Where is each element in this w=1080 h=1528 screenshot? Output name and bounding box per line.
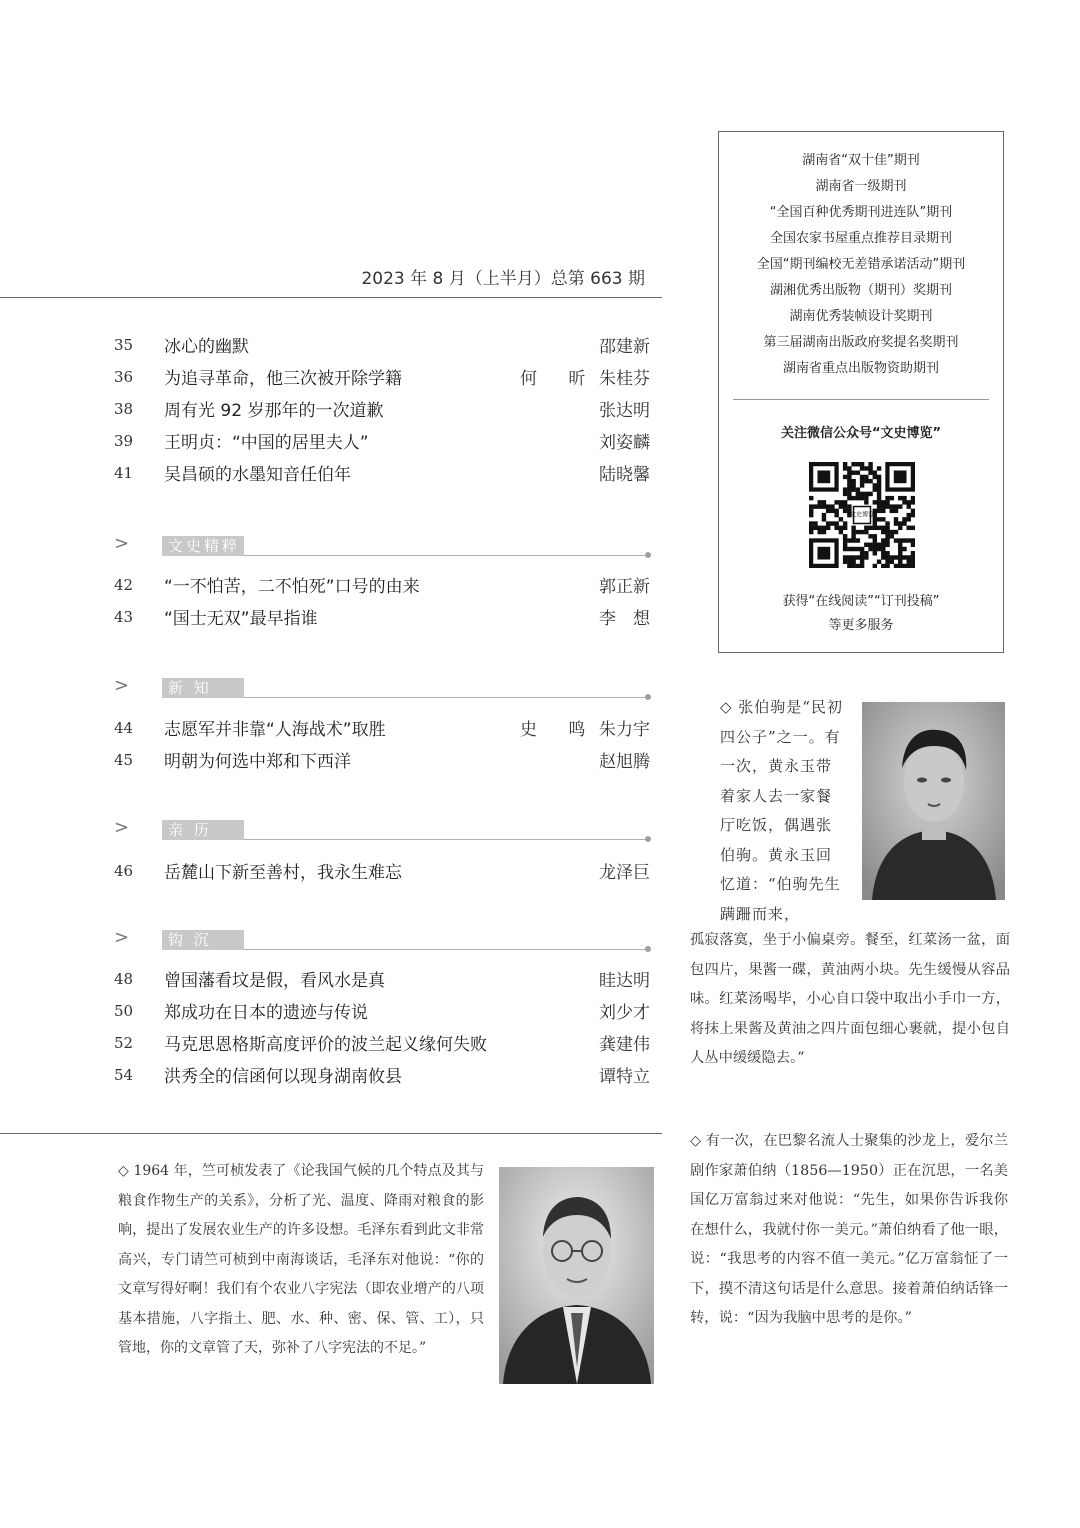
toc-title: 吴昌硕的水墨知音任伯年 [164, 465, 351, 485]
toc-entry[interactable] [0, 966, 660, 996]
toc-title: “国士无双”最早指谁 [164, 609, 318, 629]
qr-code-icon[interactable] [809, 462, 915, 568]
toc-author: 朱力宇 [599, 720, 650, 740]
toc-page-number: 52 [114, 1034, 134, 1052]
toc-page-number: 39 [114, 432, 134, 450]
toc-page-number: 38 [114, 400, 134, 418]
section-header [0, 677, 662, 701]
toc-page-number: 44 [114, 719, 134, 737]
issue-info: 2023 年 8 月（上半月）总第 663 期 [361, 269, 645, 289]
services-text [719, 590, 1003, 638]
footer-rule [0, 1133, 662, 1134]
anecdote-zhang-boju-cont: 孤寂落寞，坐于小偏桌旁。餐至，红菜汤一盆，面包四片，果酱一碟，黄油两小块。先生缓慢从容品味。红菜汤喝毕，小心自口袋中取出小手巾一方，将抹上果酱及黄油之四片面包细心裹就，提小包自人丛中缓缓隐去。” [690, 932, 1010, 1066]
toc-page-number: 50 [114, 1002, 134, 1020]
toc-author: 刘少才 [599, 1003, 650, 1023]
section-title: 文史精粹 [162, 536, 244, 556]
services-line-1: 获得“在线阅读”“订刊投稿” [782, 594, 940, 609]
toc-title: 冰心的幽默 [164, 337, 249, 357]
toc-entry[interactable] [0, 747, 660, 777]
toc-author: 郭正新 [599, 577, 650, 597]
honor-item: 湖南省一级期刊 [815, 179, 907, 194]
toc-author: 朱桂芬 [599, 369, 650, 389]
section-rule [244, 949, 648, 950]
toc-entry[interactable] [0, 364, 660, 394]
honor-item: 湖南省重点出版物资助期刊 [782, 361, 939, 376]
section-rule-dot [645, 694, 651, 700]
toc-title: 马克思恩格斯高度评价的波兰起义缘何失败 [164, 1035, 487, 1055]
chevron-right-icon: > [114, 675, 130, 696]
toc-author: 眭达明 [599, 971, 650, 991]
chevron-right-icon: > [114, 927, 130, 948]
honor-item: “全国百种优秀期刊进连队”期刊 [769, 205, 953, 220]
toc-entry[interactable] [0, 460, 660, 490]
chevron-right-icon: > [114, 817, 130, 838]
services-line-2: 等更多服务 [828, 618, 894, 633]
toc-coauthor: 何 昕 [520, 369, 599, 389]
anecdote-zhang-boju-intro: ◇ 张伯驹是“民初四公子”之一。有一次，黄永玉带着家人去一家餐厅吃饭，偶遇张伯驹。黄永玉回忆道：“伯驹先生蹒跚而来， [720, 698, 843, 923]
toc-entry[interactable] [0, 1030, 660, 1060]
toc-title: 郑成功在日本的遗迹与传说 [164, 1003, 368, 1023]
honor-item: 湖湘优秀出版物（期刊）奖期刊 [769, 283, 952, 298]
toc-page-number: 42 [114, 576, 134, 594]
honor-item: 全国“期刊编校无差错承诺活动”期刊 [756, 257, 966, 272]
toc-title: 周有光 92 岁那年的一次道歉 [164, 401, 384, 421]
toc-page-number: 41 [114, 464, 134, 482]
toc-entry[interactable] [0, 428, 660, 458]
toc-title: “一不怕苦，二不怕死”口号的由来 [164, 577, 420, 597]
section-title: 钩 沉 [162, 930, 244, 950]
toc-page-number: 43 [114, 608, 134, 626]
toc-title: 明朝为何选中郑和下西洋 [164, 752, 351, 772]
anecdote-zhu-kezhen: ◇ 1964 年，竺可桢发表了《论我国气候的几个特点及其与粮食作物生产的关系》，分析了光、温度、降雨对粮食的影响，提出了发展农业生产的许多设想。毛泽东看到此文非常高兴，专门请竺可桢到中南海谈话，毛泽东对他说：“你的文章写得好啊！我们有个农业八字宪法（即农业增产的八项基本措施，八字指土、肥、水、种、密、保、管、工），只管地，你的文章管了天，弥补了八字宪法的不足。” [118, 1163, 484, 1356]
toc-author: 陆晓馨 [599, 465, 650, 485]
portrait-zhang-boju [862, 702, 1005, 900]
honor-item: 全国农家书屋重点推荐目录期刊 [769, 231, 952, 246]
toc-page-number: 35 [114, 336, 134, 354]
chevron-right-icon: > [114, 533, 130, 554]
toc-entry[interactable] [0, 858, 660, 888]
section-rule-dot [645, 836, 651, 842]
toc-title: 为追寻革命，他三次被开除学籍 [164, 369, 402, 389]
honors-box [718, 131, 1004, 653]
toc-entry[interactable] [0, 998, 660, 1028]
section-title: 新 知 [162, 678, 244, 698]
anecdote-shaw: ◇ 有一次，在巴黎名流人士聚集的沙龙上，爱尔兰剧作家萧伯纳（1856—1950）正在沉思，一名美国亿万富翁过来对他说：“先生，如果你告诉我你在想什么，我就付你一美元。”萧伯纳看了他一眼，说：“我思考的内容不值一美元。”亿万富翁怔了一下，摸不清这句话是什么意思。接着萧伯纳话锋一转，说：“因为我脑中思考的是你。” [690, 1133, 1008, 1326]
toc-page-number: 54 [114, 1066, 134, 1084]
toc-title: 曾国藩看坟是假，看风水是真 [164, 971, 385, 991]
section-title: 亲 历 [162, 820, 244, 840]
toc-page-number: 48 [114, 970, 134, 988]
header-rule [0, 297, 662, 298]
toc-author: 刘姿麟 [599, 433, 650, 453]
section-rule [244, 839, 648, 840]
toc-entry[interactable] [0, 572, 660, 602]
toc-author: 龙泽巨 [599, 863, 650, 883]
portrait-zhu-kezhen [499, 1167, 654, 1384]
toc-coauthor: 史 鸣 [520, 720, 599, 740]
toc-author: 邵建新 [599, 337, 650, 357]
section-header [0, 929, 662, 953]
toc-title: 岳麓山下新至善村，我永生难忘 [164, 863, 402, 883]
toc-page-number: 46 [114, 862, 134, 880]
section-rule-dot [645, 946, 651, 952]
section-header [0, 535, 662, 559]
toc-entry[interactable] [0, 604, 660, 634]
toc-title: 王明贞：“中国的居里夫人” [164, 433, 369, 453]
toc-page-number: 45 [114, 751, 134, 769]
honor-item: 第三届湖南出版政府奖提名奖期刊 [763, 335, 959, 350]
toc-author: 赵旭腾 [599, 752, 650, 772]
honors-divider [733, 399, 989, 400]
toc-title: 洪秀全的信函何以现身湖南攸县 [164, 1067, 402, 1087]
toc-title: 志愿军并非靠“人海战术”取胜 [164, 720, 386, 740]
section-header [0, 819, 662, 843]
toc-author: 谭特立 [599, 1067, 650, 1087]
section-rule-dot [645, 552, 651, 558]
toc-author: 李 想 [599, 609, 650, 629]
toc-entry[interactable] [0, 332, 660, 362]
section-rule [244, 555, 648, 556]
toc-entry[interactable] [0, 396, 660, 426]
honor-item: 湖南省“双十佳”期刊 [802, 153, 920, 168]
section-rule [244, 697, 648, 698]
qr-center-label: 文史博览 [849, 511, 875, 519]
honors-list [719, 148, 1003, 382]
toc-author: 张达明 [599, 401, 650, 421]
toc-page-number: 36 [114, 368, 134, 386]
honor-item: 湖南优秀装帧设计奖期刊 [789, 309, 933, 324]
toc-author: 龚建伟 [599, 1035, 650, 1055]
toc-entry[interactable] [0, 715, 660, 745]
wechat-label: 关注微信公众号“文史博览” [780, 426, 942, 441]
toc-entry[interactable] [0, 1062, 660, 1092]
